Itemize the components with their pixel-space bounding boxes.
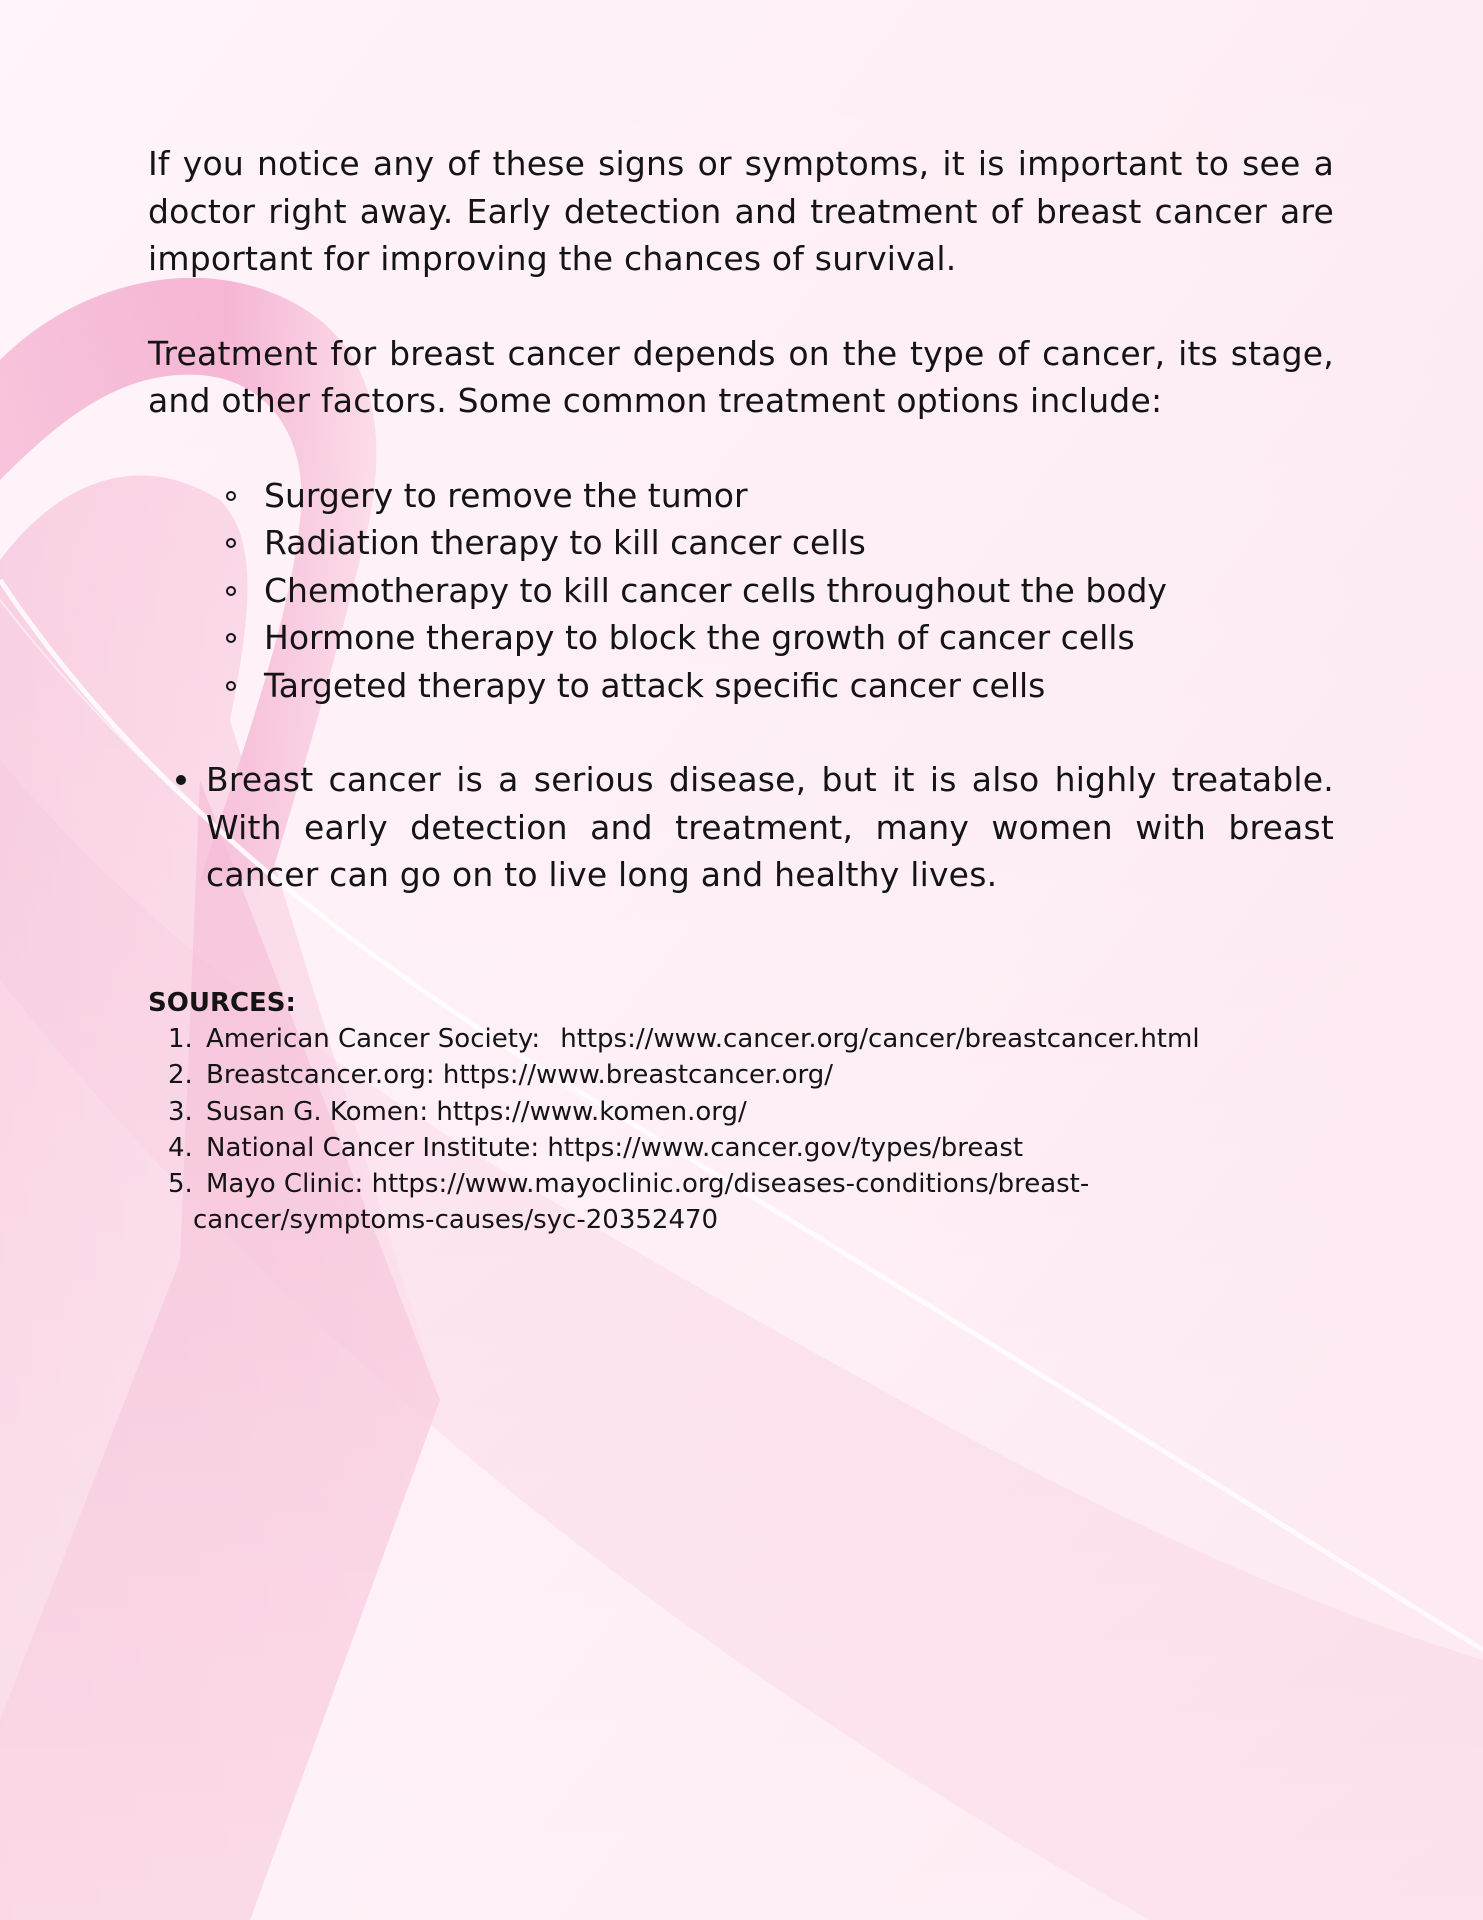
source-name: National Cancer Institute: <box>206 1132 540 1163</box>
source-number: 5. <box>168 1169 193 1200</box>
list-item: Surgery to remove the tumor <box>226 472 1334 520</box>
sources-section <box>148 985 1348 1239</box>
circle-bullet-icon <box>226 491 236 501</box>
circle-bullet-icon <box>226 633 236 643</box>
source-link-continued[interactable]: cancer/symptoms-causes/syc-20352470 <box>193 1205 719 1236</box>
source-name: Mayo Clinic: <box>206 1169 364 1200</box>
summary-list <box>148 756 1334 899</box>
treatment-intro-paragraph: Treatment for breast cancer depends on the type of cancer, its stage, and other factors. Some common treatment options include: <box>148 333 1334 420</box>
summary-bullet-item: Breast cancer is a serious disease, but it is also highly treatable. With early detection and treatment, many women with breast cancer can go on to live long and healthy lives. <box>206 756 1334 899</box>
sources-list <box>148 1021 1348 1239</box>
disc-bullet-icon <box>176 775 186 785</box>
source-link[interactable]: https://www.cancer.org/cancer/breastcancer.html <box>560 1024 1200 1054</box>
source-number: 4. <box>168 1132 193 1163</box>
list-item: Chemotherapy to kill cancer cells throughout the body <box>226 567 1334 615</box>
source-item <box>168 1094 1348 1130</box>
source-item <box>168 1130 1348 1166</box>
source-number: 3. <box>168 1096 193 1127</box>
source-number: 1. <box>168 1024 193 1054</box>
sources-title: SOURCES: <box>148 988 296 1018</box>
source-name: Susan G. Komen: <box>206 1096 429 1127</box>
signs-paragraph: If you notice any of these signs or symptoms, it is important to see a doctor right away. Early detection and treatment of breast cancer are important for improving the chances of survival. <box>148 144 1334 278</box>
list-item: Radiation therapy to kill cancer cells <box>226 519 1334 567</box>
source-link[interactable]: https://www.breastcancer.org/ <box>442 1060 833 1091</box>
source-item <box>168 1166 1348 1239</box>
list-item: Hormone therapy to block the growth of cancer cells <box>226 614 1334 662</box>
circle-bullet-icon <box>226 538 236 548</box>
circle-bullet-icon <box>226 681 236 691</box>
source-number: 2. <box>168 1060 193 1091</box>
list-item: Targeted therapy to attack specific cancer cells <box>226 662 1334 710</box>
source-link[interactable]: https://www.cancer.gov/types/breast <box>547 1132 1024 1163</box>
source-name: Breastcancer.org: <box>206 1060 435 1091</box>
source-item <box>168 1057 1348 1093</box>
source-name: American Cancer Society: <box>206 1024 541 1054</box>
source-item <box>168 1021 1348 1057</box>
source-link[interactable]: https://www.mayoclinic.org/diseases-conditions/breast- <box>371 1169 1090 1200</box>
source-link[interactable]: https://www.komen.org/ <box>436 1096 747 1127</box>
main-content <box>148 140 1334 899</box>
circle-bullet-icon <box>226 586 236 596</box>
treatment-options-list <box>148 472 1334 710</box>
